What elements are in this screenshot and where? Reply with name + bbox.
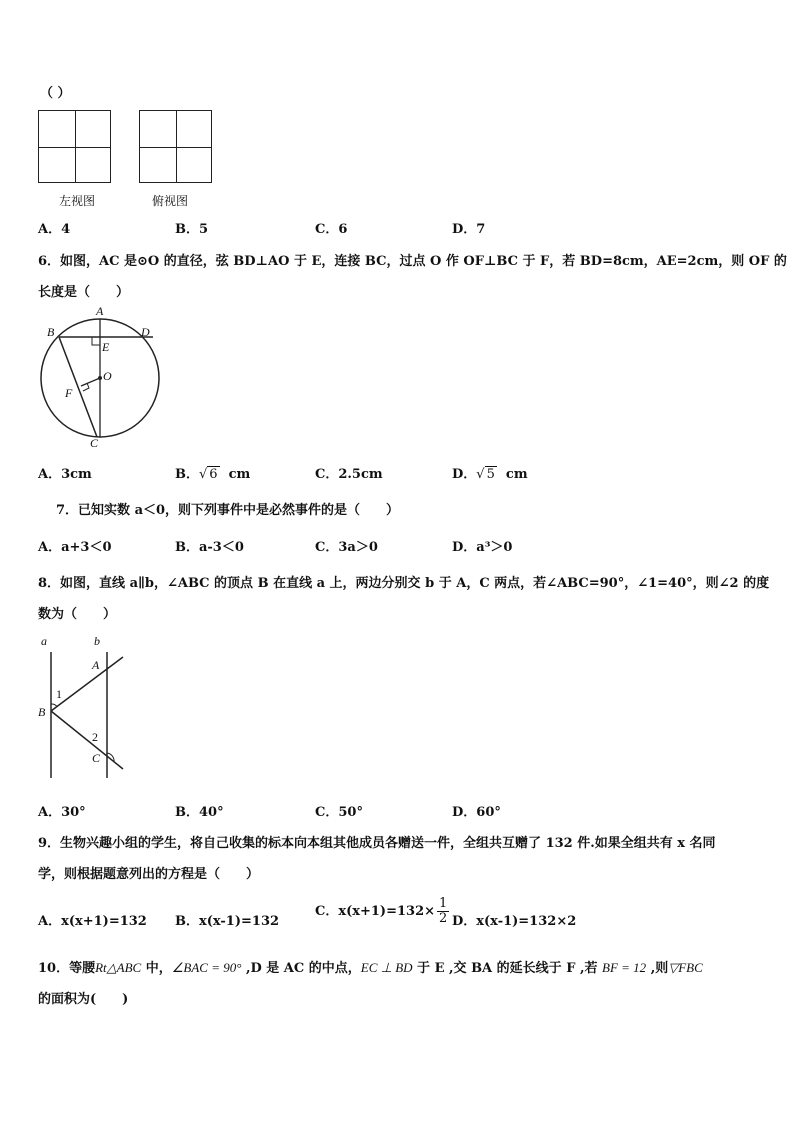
q7-option-d: D．a³＞0 [452,540,513,555]
q6-option-d [452,463,528,482]
q10-math-bf: BF = 12 [602,960,647,975]
q5-option-b: B．5 [175,222,209,237]
sqrt-5: √ 5 [476,467,495,482]
label-o: O [103,369,112,383]
left-view-caption: 左视图 [59,194,96,208]
q8-option-c: C．50° [315,805,363,820]
q6-option-a: A．3cm [38,467,92,482]
q8-stem-line2: 数为（ ） [38,607,117,622]
q10-part3: ,D 是 AC 的中点， [241,961,361,976]
q8-option-b: B．40° [175,805,224,820]
q10-math-perpendicular: EC ⊥ BD [360,960,413,975]
q9-option-c-prefix: C．x(x+1)=132× [315,904,436,919]
q9-option-b: B．x(x-1)=132 [175,914,280,929]
point-o [98,376,102,380]
q9-option-c [315,897,449,926]
fraction-one-half [437,897,449,926]
q10-part1: 10．等腰 [38,961,96,976]
fraction-denominator: 2 [439,911,448,926]
q6-option-c: C．2.5cm [315,467,383,482]
sqrt-6-radicand: 6 [209,467,218,482]
q9-stem-line1: 9．生物兴趣小组的学生，将自己收集的标本向本组其他成员各赠送一件，全组共互赠了 132 件.如果全组共有 x 名同 [38,836,716,851]
q7-option-b: B．a-3＜0 [175,540,244,555]
q5-answer-paren: （ ） [40,86,71,101]
q6-option-d-prefix: D． [452,467,477,482]
q5-option-c: C．6 [315,222,348,237]
ray-ba [51,657,123,711]
top-view-caption: 俯视图 [152,194,189,208]
label-angle-2: 2 [92,730,98,744]
q9-stem-line2: 学，则根据题意列出的方程是（ ） [38,867,260,882]
left-view-figure [38,110,111,183]
q7-option-c: C．3a＞0 [315,540,378,555]
q10-part2: 中， [141,961,172,976]
q9-option-a: A．x(x+1)=132 [38,914,147,929]
q5-option-d: D．7 [452,222,486,237]
label-e: E [102,340,110,354]
q7-option-a: A．a+3＜0 [38,540,112,555]
segment-of [81,378,100,386]
q6-option-b [175,463,250,482]
label-a: A [96,304,104,318]
q10-math-triangle: Rt△ABC [95,960,142,975]
q10-stem-line2: 的面积为( ) [38,992,129,1007]
q10-math-fbc: ▽FBC [668,960,703,975]
angle-1-arc [51,704,57,707]
q8-parallel-lines-figure [34,632,130,784]
label-point-c: C [92,751,101,765]
q9-option-d: D．x(x-1)=132×2 [452,914,577,929]
q10-part5: ,则 [646,961,669,976]
q6-circle-figure [36,302,164,452]
q8-option-d: D．60° [452,805,501,820]
label-point-b: B [38,705,46,719]
q6-stem-line1: 6．如图，AC 是⊙O 的直径，弦 BD⊥AO 于 E，连接 BC，过点 O 作 OF⊥BC 于 F，若 BD=8cm，AE=2cm，则 OF 的 [38,254,787,269]
ray-bc [51,711,123,769]
label-f: F [65,386,73,400]
q6-option-b-prefix: B． [175,467,199,482]
q6-stem-line2: 长度是（ ） [38,285,130,300]
q8-stem-line1: 8．如图，直线 a∥b，∠ABC 的顶点 B 在直线 a 上，两边分别交 b 于 A，C 两点，若∠ABC=90°，∠1=40°，则∠2 的度 [38,576,770,591]
label-line-a: a [41,634,47,648]
q10-part4: 于 E ,交 BA 的延长线于 F ,若 [412,961,603,976]
q10-stem-line1 [38,957,703,976]
q6-option-d-unit: cm [505,467,528,482]
q8-option-a: A．30° [38,805,86,820]
label-c: C [90,436,99,450]
fraction-numerator: 1 [439,896,448,911]
label-line-b: b [94,634,100,648]
top-view-figure [139,110,212,183]
q5-option-a: A．4 [38,222,71,237]
q10-math-angle: ∠BAC = 90° [171,960,242,975]
label-b: B [47,325,55,339]
label-angle-1: 1 [56,687,62,701]
sqrt-6: √ 6 [199,467,218,482]
sqrt-5-radicand: 5 [486,467,495,482]
label-point-a: A [92,658,100,672]
q7-stem: 7．已知实数 a＜0，则下列事件中是必然事件的是（ ） [56,503,400,518]
label-d: D [141,325,150,339]
q6-option-b-unit: cm [228,467,251,482]
right-angle-e [92,337,100,345]
